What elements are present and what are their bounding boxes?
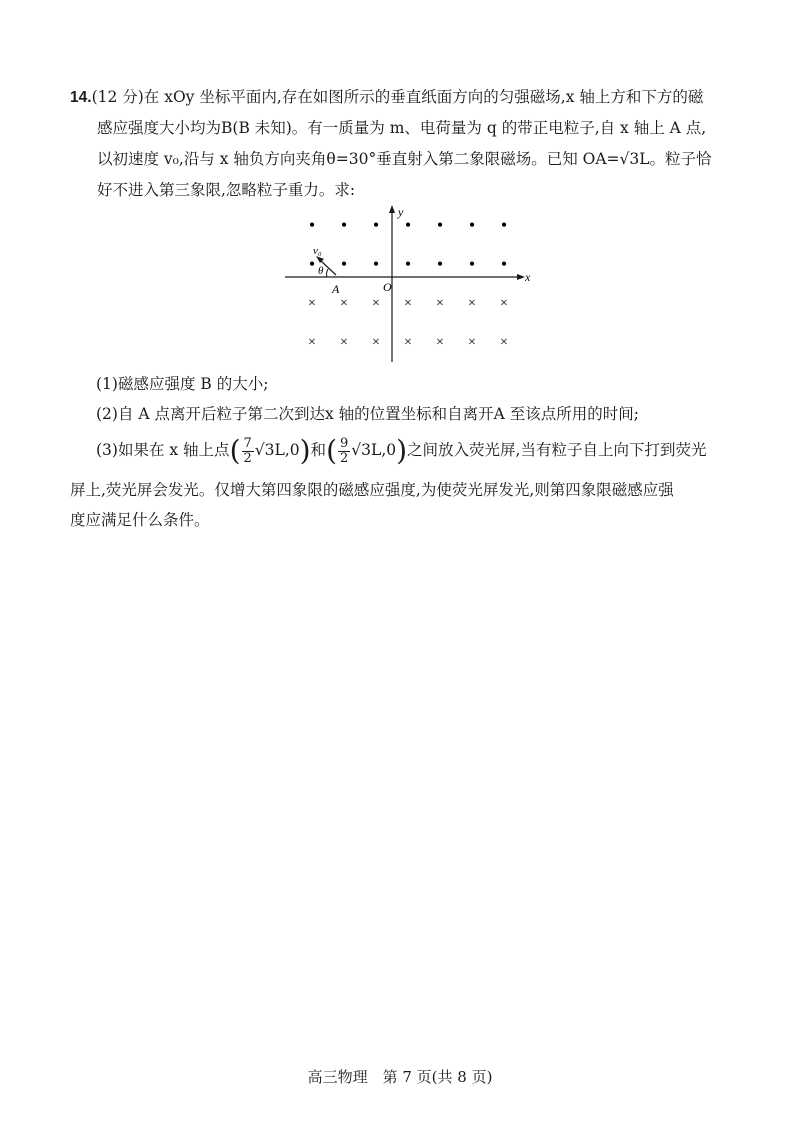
field-out-dot: • xyxy=(308,254,316,274)
field-out-dot: • xyxy=(308,215,316,235)
page-footer: 高三物理 第 7 页(共 8 页) xyxy=(307,1068,493,1086)
field-out-dot: • xyxy=(468,215,476,235)
subquestion-3 xyxy=(96,432,756,468)
point-2-tail: √3L,0 xyxy=(351,441,397,459)
problem-text-1: (12 分)在 xOy 坐标平面内,存在如图所示的垂直纸面方向的匀强磁场,x 轴上方和下方的磁 xyxy=(91,88,704,106)
problem-line-4: 好不进入第三象限,忽略粒子重力。求: xyxy=(97,181,356,199)
field-in-cross: × xyxy=(404,296,412,311)
field-out-dot: • xyxy=(404,215,412,235)
paren-close: ) xyxy=(299,434,311,467)
magnetic-field-figure xyxy=(285,200,535,370)
subquestion-1: (1)磁感应强度 B 的大小; xyxy=(96,375,269,393)
field-in-cross: × xyxy=(468,335,476,350)
subquestion-3-mid: 和 xyxy=(310,441,327,459)
field-in-cross: × xyxy=(404,335,412,350)
field-diagram xyxy=(285,200,535,370)
fraction-7-2: $\frac{7}{2}$ xyxy=(243,435,252,466)
theta-label: θ xyxy=(318,265,324,277)
field-in-cross: × xyxy=(468,296,476,311)
subquestion-2: (2)自 A 点离开后粒子第二次到达x 轴的位置坐标和自离开A 至该点所用的时间; xyxy=(96,405,640,423)
origin-label: O xyxy=(383,280,392,294)
field-in-cross: × xyxy=(340,335,348,350)
field-out-dot: • xyxy=(468,254,476,274)
field-out-dot: • xyxy=(372,215,380,235)
field-out-dot: • xyxy=(340,254,348,274)
velocity-label: v₀ xyxy=(313,245,322,257)
field-in-cross: × xyxy=(436,335,444,350)
field-out-dot: • xyxy=(500,254,508,274)
field-out-dot: • xyxy=(372,254,380,274)
x-axis-label: x xyxy=(525,270,531,284)
field-in-cross: × xyxy=(372,296,380,311)
field-out-dot: • xyxy=(404,254,412,274)
field-out-dot: • xyxy=(500,215,508,235)
subquestion-3-line-3: 度应满足什么条件。 xyxy=(70,511,210,529)
problem-14 xyxy=(70,82,742,206)
point-a-label: A xyxy=(332,282,340,296)
subquestion-3-line-2: 屏上,荧光屏会发光。仅增大第四象限的磁感应强度,为使荧光屏发光,则第四象限磁感应强 xyxy=(70,481,674,499)
theta-arc xyxy=(327,269,328,277)
fraction-9-2: $\frac{9}{2}$ xyxy=(340,435,349,466)
subquestion-3-suffix: 之间放入荧光屏,当有粒子自上向下打到荧光 xyxy=(407,441,707,459)
field-in-cross: × xyxy=(340,296,348,311)
y-axis-label: y xyxy=(398,205,404,219)
field-in-cross: × xyxy=(436,296,444,311)
x-axis-arrow-icon xyxy=(517,274,525,280)
field-in-cross: × xyxy=(308,296,316,311)
problem-line-3: 以初速度 v₀,沿与 x 轴负方向夹角θ=30°垂直射入第二象限磁场。已知 OA=√3L。粒子恰 xyxy=(97,150,712,168)
paren-open: ( xyxy=(229,434,241,467)
question-number: 14. xyxy=(70,89,92,106)
problem-line-1 xyxy=(70,82,742,113)
paren-open: ( xyxy=(326,434,337,467)
subquestion-3-prefix: (3)如果在 x 轴上点 xyxy=(96,441,230,459)
paren-close: ) xyxy=(396,434,408,467)
field-in-cross: × xyxy=(372,335,380,350)
field-in-cross: × xyxy=(500,335,508,350)
field-out-dot: • xyxy=(340,215,348,235)
y-axis-arrow-icon xyxy=(389,205,395,213)
point-1-tail: √3L,0 xyxy=(254,441,300,459)
field-out-dot: • xyxy=(436,215,444,235)
field-in-cross: × xyxy=(500,296,508,311)
field-out-dot: • xyxy=(436,254,444,274)
field-in-cross: × xyxy=(308,335,316,350)
problem-line-2: 感应强度大小均为B(B 未知)。有一质量为 m、电荷量为 q 的带正电粒子,自 x 轴上 A 点, xyxy=(97,119,707,137)
